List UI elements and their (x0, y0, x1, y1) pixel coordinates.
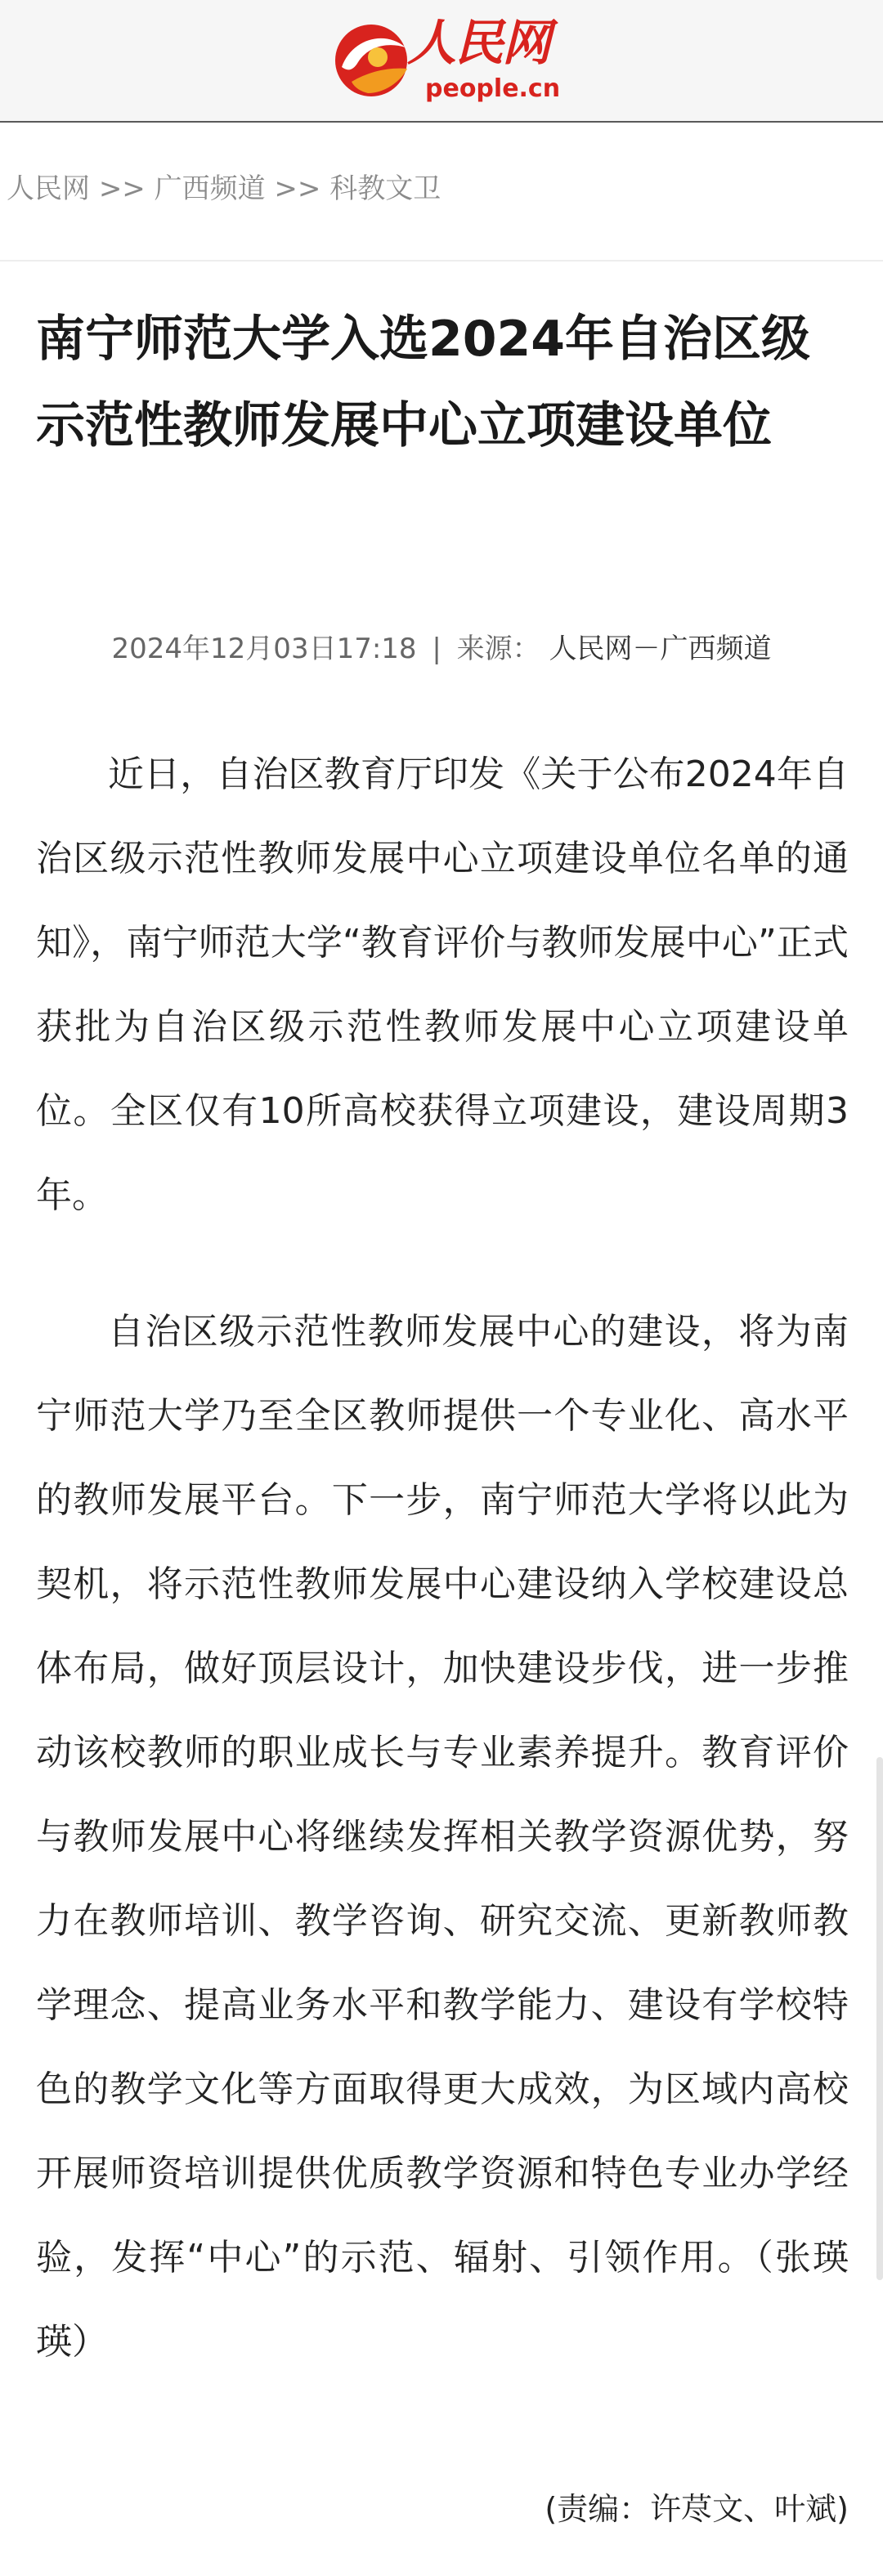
article-meta (0, 629, 883, 669)
article-paragraph: 近日，自治区教育厅印发《关于公布2024年自治区级示范性教师发展中心立项建设单位名单的通知》，南宁师范大学“教育评价与教师发展中心”正式获批为自治区级示范性教师发展中心立项建设单位。全区仅有10所高校获得立项建设，建设周期3年。 (36, 754, 849, 1216)
source-link[interactable]: 人民网－广西频道 (549, 633, 772, 665)
breadcrumb-item-science-education[interactable]: 科教文卫 (329, 172, 441, 205)
meta-separator: | (432, 633, 441, 665)
article-title: 南宁师范大学入选2024年自治区级示范性教师发展中心立项建设单位 (36, 311, 810, 454)
breadcrumb-item-people[interactable]: 人民网 (7, 172, 90, 205)
people-emblem-icon (327, 15, 415, 103)
logo-chinese-text: 人民网 (407, 15, 549, 72)
divider (0, 260, 883, 262)
site-header (0, 0, 883, 123)
breadcrumb-item-guangxi[interactable]: 广西频道 (154, 172, 266, 205)
publish-datetime: 2024年12月03日17:18 (111, 633, 417, 665)
breadcrumb-separator: >> (274, 172, 321, 205)
people-cn-logo[interactable] (327, 15, 564, 106)
editor-credit: (责编：许荩文、叶斌) (545, 2491, 849, 2527)
breadcrumb-separator: >> (98, 172, 146, 205)
source-label: 来源： (456, 633, 540, 665)
scrollbar[interactable] (876, 1757, 883, 2280)
breadcrumb (7, 168, 441, 209)
logo-english-text: people.cn (425, 74, 561, 103)
article-paragraph: 自治区级示范性教师发展中心的建设，将为南宁师范大学乃至全区教师提供一个专业化、高水平的教师发展平台。下一步，南宁师范大学将以此为契机，将示范性教师发展中心建设纳入学校建设总体布局，做好顶层设计，加快建设步伐，进一步推动该校教师的职业成长与专业素养提升。教育评价与教师发展中心将继续发挥相关教学资源优势，努力在教师培训、教学咨询、研究交流、更新教师教学理念、提高业务水平和教学能力、建设有学校特色的教学文化等方面取得更大成效，为区域内高校开展师资培训提供优质教学资源和特色专业办学经验，发挥“中心”的示范、辐射、引领作用。（张瑛瑛） (36, 1311, 849, 2363)
